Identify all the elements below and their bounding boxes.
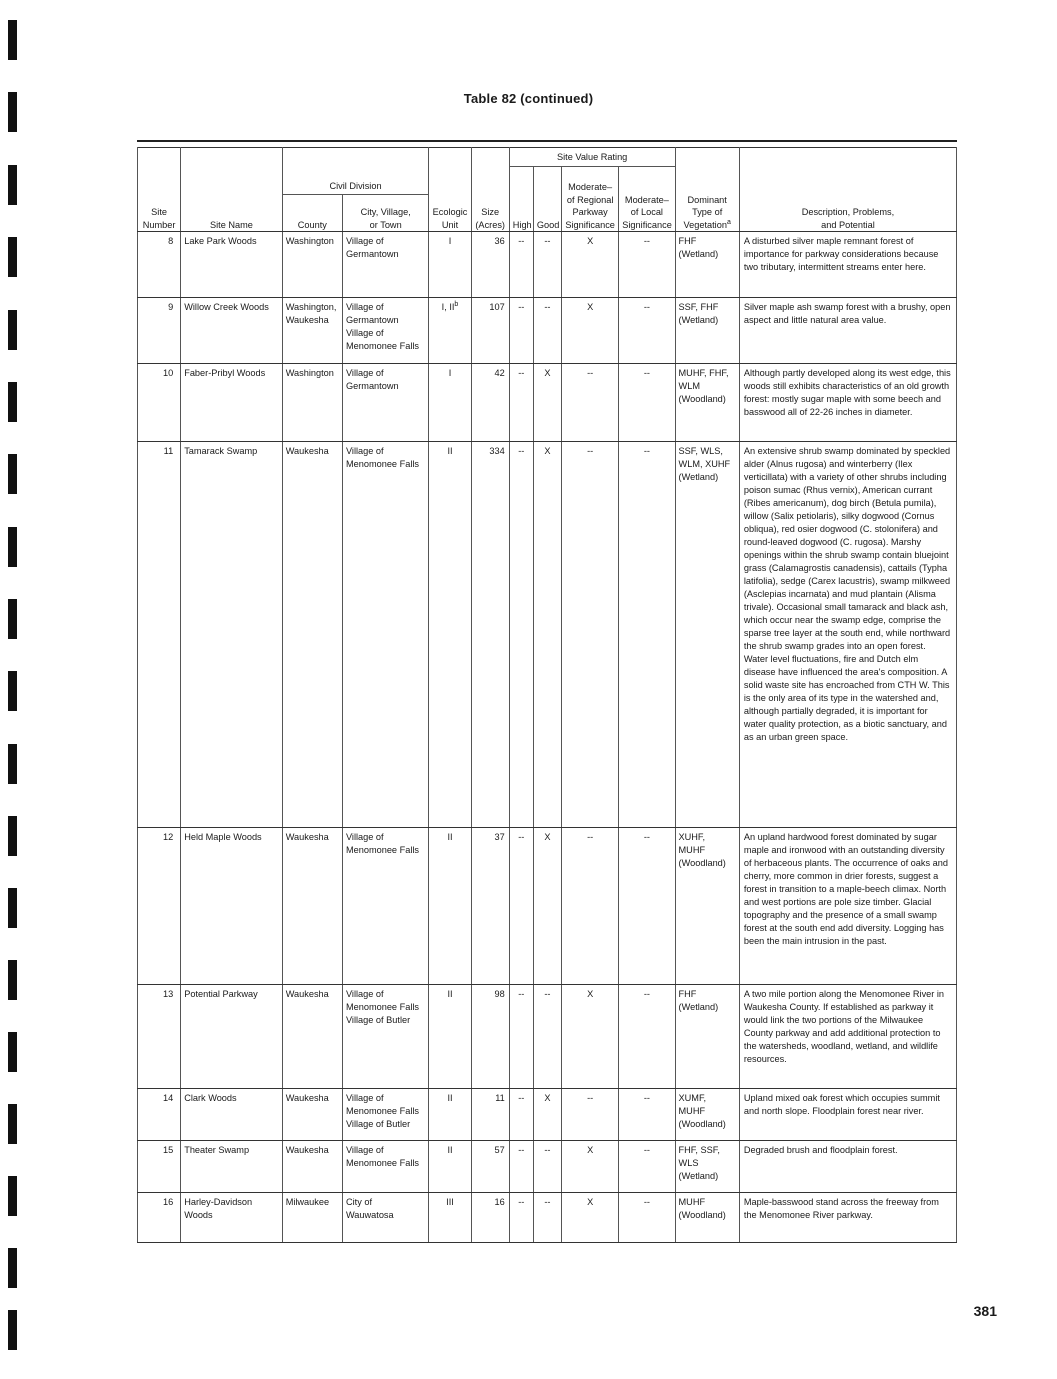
rating-moderate-regional: X: [562, 1193, 619, 1243]
size-acres: 334: [471, 442, 509, 828]
county: Waukesha: [282, 828, 342, 985]
description: Upland mixed oak forest which occupies summit and north slope. Floodplain forest near river.: [739, 1089, 956, 1141]
county: Milwaukee: [282, 1193, 342, 1243]
site-number: 12: [138, 828, 181, 985]
rating-high: --: [509, 1193, 533, 1243]
rating-moderate-regional: --: [562, 828, 619, 985]
rating-good: X: [533, 828, 561, 985]
rating-good: --: [533, 1141, 561, 1193]
site-name: Held Maple Woods: [181, 828, 282, 985]
city-village-town: Village of Germantown: [342, 232, 428, 298]
size-acres: 98: [471, 985, 509, 1089]
rating-moderate-regional: X: [562, 298, 619, 364]
table-row: [138, 1193, 957, 1243]
table-row: [138, 364, 957, 442]
ecologic-unit: II: [429, 828, 471, 985]
rating-good: --: [533, 1193, 561, 1243]
table-row: [138, 1089, 957, 1141]
size-acres: 37: [471, 828, 509, 985]
county: Waukesha: [282, 442, 342, 828]
rating-good: --: [533, 298, 561, 364]
table-row: [138, 1141, 957, 1193]
size-acres: 42: [471, 364, 509, 442]
col-good: Good: [533, 167, 561, 232]
rating-high: --: [509, 364, 533, 442]
rating-good: --: [533, 232, 561, 298]
site-number: 11: [138, 442, 181, 828]
rating-high: --: [509, 232, 533, 298]
ecologic-unit: I: [429, 232, 471, 298]
rating-high: --: [509, 1141, 533, 1193]
dominant-vegetation: SSF, FHF (Wetland): [675, 298, 739, 364]
county: Washington: [282, 364, 342, 442]
site-name: Willow Creek Woods: [181, 298, 282, 364]
table-row: [138, 828, 957, 985]
rating-moderate-local: --: [619, 442, 675, 828]
rating-high: --: [509, 442, 533, 828]
table-row: [138, 442, 957, 828]
dominant-vegetation: SSF, WLS, WLM, XUHF (Wetland): [675, 442, 739, 828]
rating-high: --: [509, 828, 533, 985]
dominant-vegetation: MUHF, FHF, WLM (Woodland): [675, 364, 739, 442]
table-header: [138, 148, 957, 232]
ecologic-unit: II: [429, 1141, 471, 1193]
rating-moderate-regional: X: [562, 232, 619, 298]
table-title: Table 82 (continued): [463, 91, 594, 106]
city-village-town: Village of Menomonee Falls Village of Butler: [342, 1089, 428, 1141]
city-village-town: Village of Menomonee Falls: [342, 1141, 428, 1193]
col-high: High: [509, 167, 533, 232]
site-number: 9: [138, 298, 181, 364]
rating-moderate-local: --: [619, 364, 675, 442]
rating-moderate-local: --: [619, 232, 675, 298]
rating-high: --: [509, 1089, 533, 1141]
col-civil-division: Civil Division: [282, 148, 429, 195]
col-dominant-vegetation: Dominant Type of Vegetation$^a$: [675, 148, 739, 232]
size-acres: 57: [471, 1141, 509, 1193]
city-village-town: Village of Menomonee Falls: [342, 442, 428, 828]
ecologic-unit: I: [429, 364, 471, 442]
city-village-town: Village of Germantown: [342, 364, 428, 442]
size-acres: 16: [471, 1193, 509, 1243]
col-description: Description, Problems, and Potential: [739, 148, 956, 232]
site-name: Potential Parkway: [181, 985, 282, 1089]
site-number: 15: [138, 1141, 181, 1193]
site-number: 13: [138, 985, 181, 1089]
rating-good: X: [533, 1089, 561, 1141]
size-acres: 11: [471, 1089, 509, 1141]
description: Although partly developed along its west edge, this woods still exhibits characteristics of an old growth forest: mostly sugar maple with some beech and basswood all of 22-26 inches in diameter.: [739, 364, 956, 442]
rating-good: --: [533, 985, 561, 1089]
table-body: [138, 232, 957, 1243]
rating-moderate-regional: --: [562, 364, 619, 442]
site-number: 8: [138, 232, 181, 298]
rating-moderate-local: --: [619, 298, 675, 364]
site-number: 14: [138, 1089, 181, 1141]
county: Waukesha: [282, 985, 342, 1089]
rating-moderate-regional: X: [562, 985, 619, 1089]
site-name: Tamarack Swamp: [181, 442, 282, 828]
city-village-town: Village of Germantown Village of Menomonee Falls: [342, 298, 428, 364]
site-name: Clark Woods: [181, 1089, 282, 1141]
table-row: [138, 232, 957, 298]
col-ecologic-unit: Ecologic Unit: [429, 148, 471, 232]
city-village-town: Village of Menomonee Falls: [342, 828, 428, 985]
description: An extensive shrub swamp dominated by speckled alder (Alnus rugosa) and winterberry (Ilex verticillata) with a variety of other shrubs including poison sumac (Rhus vernix), American currant (Ribes americanum), dog birch (Betula pumila), willow (Salix petiolaris), silky dogwood (Cornus obliqua), red osier dogwood (C. stolonifera) and round-leaved dogwood (C. rugosa). Marshy openings within the shrub swamp contain bluejoint grass (Calamagrostis canadensis), cattails (Typha latifolia), sedge (Carex lacustris), swamp milkweed (Asclepias incarnata) and mud plantain (Alisma trivale). Occasional small tamarack and black ash, which occur near the swamp edge, comprise the sparse tree layer at the south end, while northward the shrub swamp grades into an open forest. Water level fluctuations, fire and Dutch elm disease have influenced the area's composition. A solid waste site has encroached from CTH W. This is the only area of its type in the watershed and, although partially degraded, it is important for water quality protection, as a biotic sanctuary, and as an urban green space.: [739, 442, 956, 828]
rating-moderate-regional: X: [562, 1141, 619, 1193]
site-name: Lake Park Woods: [181, 232, 282, 298]
ecologic-unit: I, $II^b$: [429, 298, 471, 364]
site-name: Faber-Pribyl Woods: [181, 364, 282, 442]
site-name: Theater Swamp: [181, 1141, 282, 1193]
rating-moderate-local: --: [619, 1141, 675, 1193]
rating-moderate-regional: --: [562, 1089, 619, 1141]
rating-good: X: [533, 364, 561, 442]
description: Maple-basswood stand across the freeway from the Menomonee River parkway.: [739, 1193, 956, 1243]
col-site-number: Site Number: [138, 148, 181, 232]
col-site-value-rating: Site Value Rating: [509, 148, 675, 167]
page-number: 381: [973, 1303, 997, 1319]
col-city: City, Village, or Town: [342, 195, 428, 232]
rating-moderate-local: --: [619, 1193, 675, 1243]
city-village-town: Village of Menomonee Falls Village of Butler: [342, 985, 428, 1089]
col-moderate-regional: Moderate– of Regional Parkway Significance: [562, 167, 619, 232]
ecologic-unit: II: [429, 985, 471, 1089]
size-acres: 36: [471, 232, 509, 298]
col-county: County: [282, 195, 342, 232]
binding-marks: [8, 0, 22, 1379]
col-site-name: Site Name: [181, 148, 282, 232]
county: Waukesha: [282, 1089, 342, 1141]
dominant-vegetation: FHF (Wetland): [675, 985, 739, 1089]
description: A disturbed silver maple remnant forest of importance for parkway considerations because two tributary, intermittent streams enter here.: [739, 232, 956, 298]
rating-moderate-regional: --: [562, 442, 619, 828]
size-acres: 107: [471, 298, 509, 364]
ecologic-unit: II: [429, 442, 471, 828]
dominant-vegetation: XUMF, MUHF (Woodland): [675, 1089, 739, 1141]
county: Washington, Waukesha: [282, 298, 342, 364]
description: Degraded brush and floodplain forest.: [739, 1141, 956, 1193]
table-row: [138, 985, 957, 1089]
col-moderate-local: Moderate– of Local Significance: [619, 167, 675, 232]
rating-moderate-local: --: [619, 828, 675, 985]
site-number: 10: [138, 364, 181, 442]
description: A two mile portion along the Menomonee River in Waukesha County. If established as parkway it would link the two portions of the Milwaukee County parkway and add additional protection to the watersheds, woodland, wetland, and wildlife resources.: [739, 985, 956, 1089]
site-number: 16: [138, 1193, 181, 1243]
rating-high: --: [509, 985, 533, 1089]
dominant-vegetation: XUHF, MUHF (Woodland): [675, 828, 739, 985]
col-size: Size (Acres): [471, 148, 509, 232]
ecologic-unit: III: [429, 1193, 471, 1243]
rating-good: X: [533, 442, 561, 828]
dominant-vegetation: FHF (Wetland): [675, 232, 739, 298]
description: An upland hardwood forest dominated by sugar maple and ironwood with an outstanding diversity of herbaceous plants. The occurrence of oaks and cherry, more common in drier forests, suggest a forest in transition to a maple-beech climax. North and west portions are pole size timber. Glacial topography and the presence of a small swamp forest at the south end add diversity. Logging has been the main intrusion in the past.: [739, 828, 956, 985]
city-village-town: City of Wauwatosa: [342, 1193, 428, 1243]
county: Washington: [282, 232, 342, 298]
county: Waukesha: [282, 1141, 342, 1193]
rating-moderate-local: --: [619, 985, 675, 1089]
table-row: [138, 298, 957, 364]
description: Silver maple ash swamp forest with a brushy, open aspect and little natural area value.: [739, 298, 956, 364]
rating-high: --: [509, 298, 533, 364]
ecologic-unit: II: [429, 1089, 471, 1141]
rating-moderate-local: --: [619, 1089, 675, 1141]
dominant-vegetation: MUHF (Woodland): [675, 1193, 739, 1243]
top-rule: [137, 140, 957, 142]
site-value-table: [137, 147, 957, 1243]
dominant-vegetation: FHF, SSF, WLS (Wetland): [675, 1141, 739, 1193]
site-name: Harley-Davidson Woods: [181, 1193, 282, 1243]
